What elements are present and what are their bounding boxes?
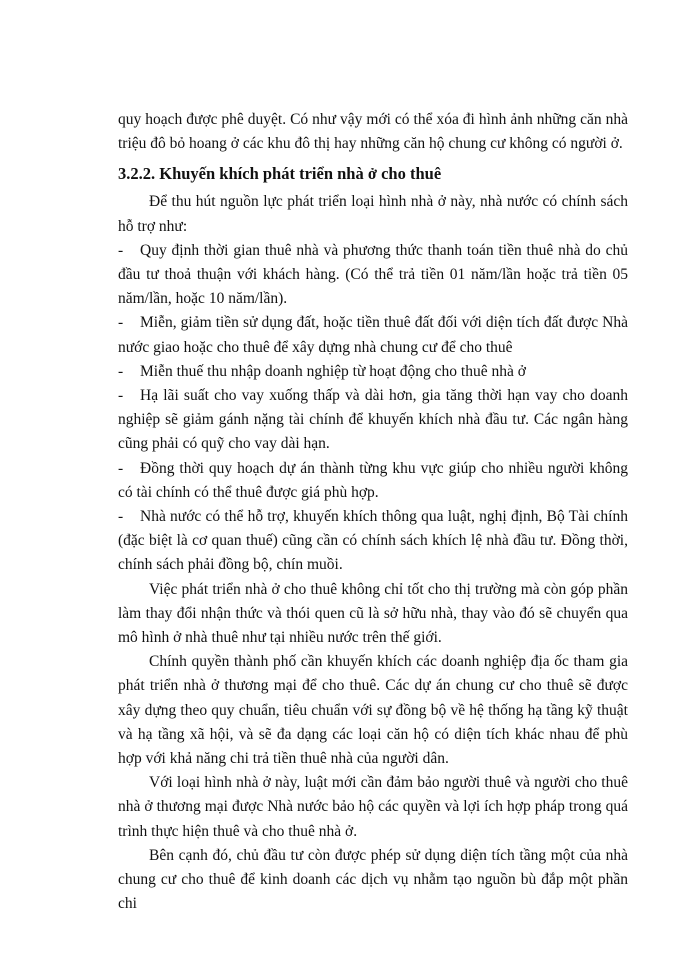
bullet-item bbox=[118, 505, 628, 578]
bullet-dash: - bbox=[118, 241, 124, 259]
body-paragraph: Việc phát triển nhà ở cho thuê không chỉ tốt cho thị trường mà còn góp phần làm thay đổi nhận thức và thói quen cũ là sở hữu nhà, thay vào đó sẽ chuyển qua mô hình ở nhà thuê như tại nhiều nước trên thế giới. bbox=[118, 580, 628, 647]
bullet-dash: - bbox=[118, 459, 124, 477]
bullet-item bbox=[118, 311, 628, 359]
bullet-text: Hạ lãi suất cho vay xuống thấp và dài hơn, gia tăng thời hạn vay cho doanh nghiệp sẽ giảm gánh nặng tài chính để khuyến khích nhà đầu tư. Các ngân hàng cũng phải có quỹ cho vay dài hạn. bbox=[118, 387, 628, 453]
bullet-item bbox=[118, 239, 628, 312]
bullet-text: Nhà nước có thể hỗ trợ, khuyến khích thông qua luật, nghị định, Bộ Tài chính (đặc biệt là cơ quan thuế) cũng cần có chính sách khích lệ nhà đầu tư. Đồng thời, chính sách phải đồng bộ, chín muồi. bbox=[118, 508, 628, 574]
bullet-dash: - bbox=[118, 362, 124, 380]
section-heading: 3.2.2. Khuyến khích phát triển nhà ở cho thuê bbox=[118, 164, 442, 184]
bullet-item bbox=[118, 360, 628, 384]
bullet-dash: - bbox=[118, 387, 124, 405]
bullet-text: Miễn thuế thu nhập doanh nghiệp từ hoạt động cho thuê nhà ở bbox=[140, 362, 526, 380]
body-paragraph: Với loại hình nhà ở này, luật mới cần đảm bảo người thuê và người cho thuê nhà ở thương mại được Nhà nước bảo hộ các quyền và lợi ích hợp pháp trong quá trình thực hiện thuê và cho thuê nhà ở. bbox=[118, 774, 628, 840]
bullet-dash: - bbox=[118, 508, 124, 526]
bullet-item bbox=[118, 457, 628, 505]
intro-paragraph: quy hoạch được phê duyệt. Có như vậy mới có thể xóa đi hình ảnh những căn nhà triệu đô bỏ hoang ở các khu đô thị hay những căn hộ chung cư không có người ở. bbox=[118, 111, 628, 153]
bullet-text: Đồng thời quy hoạch dự án thành từng khu vực giúp cho nhiều người không có tài chính có thể thuê được giá phù hợp. bbox=[118, 459, 628, 501]
body-paragraph: Bên cạnh đó, chủ đầu tư còn được phép sử dụng diện tích tầng một của nhà chung cư cho thuê để kinh doanh các dịch vụ nhằm tạo nguồn bù đắp một phần chi bbox=[118, 846, 628, 913]
body-paragraph: Chính quyền thành phố cần khuyến khích các doanh nghiệp địa ốc tham gia phát triển nhà ở thương mại để cho thuê. Các dự án chung cư cho thuê sẽ được xây dựng theo quy chuẩn, tiêu chuẩn với sự đồng bộ về hệ thống hạ tầng kỹ thuật và hạ tầng xã hội, và sẽ đa dạng các loại căn hộ có diện tích khác nhau để phù hợp với khả năng chi trả tiền thuê nhà của người dân. bbox=[118, 653, 628, 768]
bullet-dash: - bbox=[118, 314, 124, 332]
page-content bbox=[118, 108, 628, 917]
bullet-item bbox=[118, 384, 628, 457]
bullet-text: Miễn, giảm tiền sử dụng đất, hoặc tiền thuê đất đối với diện tích đất được Nhà nước giao hoặc cho thuê để xây dựng nhà chung cư để cho thuê bbox=[118, 314, 628, 356]
lead-paragraph: Để thu hút nguồn lực phát triển loại hình nhà ở này, nhà nước có chính sách hỗ trợ như: bbox=[118, 193, 628, 235]
bullet-text: Quy định thời gian thuê nhà và phương thức thanh toán tiền thuê nhà do chủ đầu tư thoả thuận với khách hàng. (Có thể trả tiền 01 năm/lần hoặc trả tiền 05 năm/lần, hoặc 10 năm/lần). bbox=[118, 241, 628, 308]
